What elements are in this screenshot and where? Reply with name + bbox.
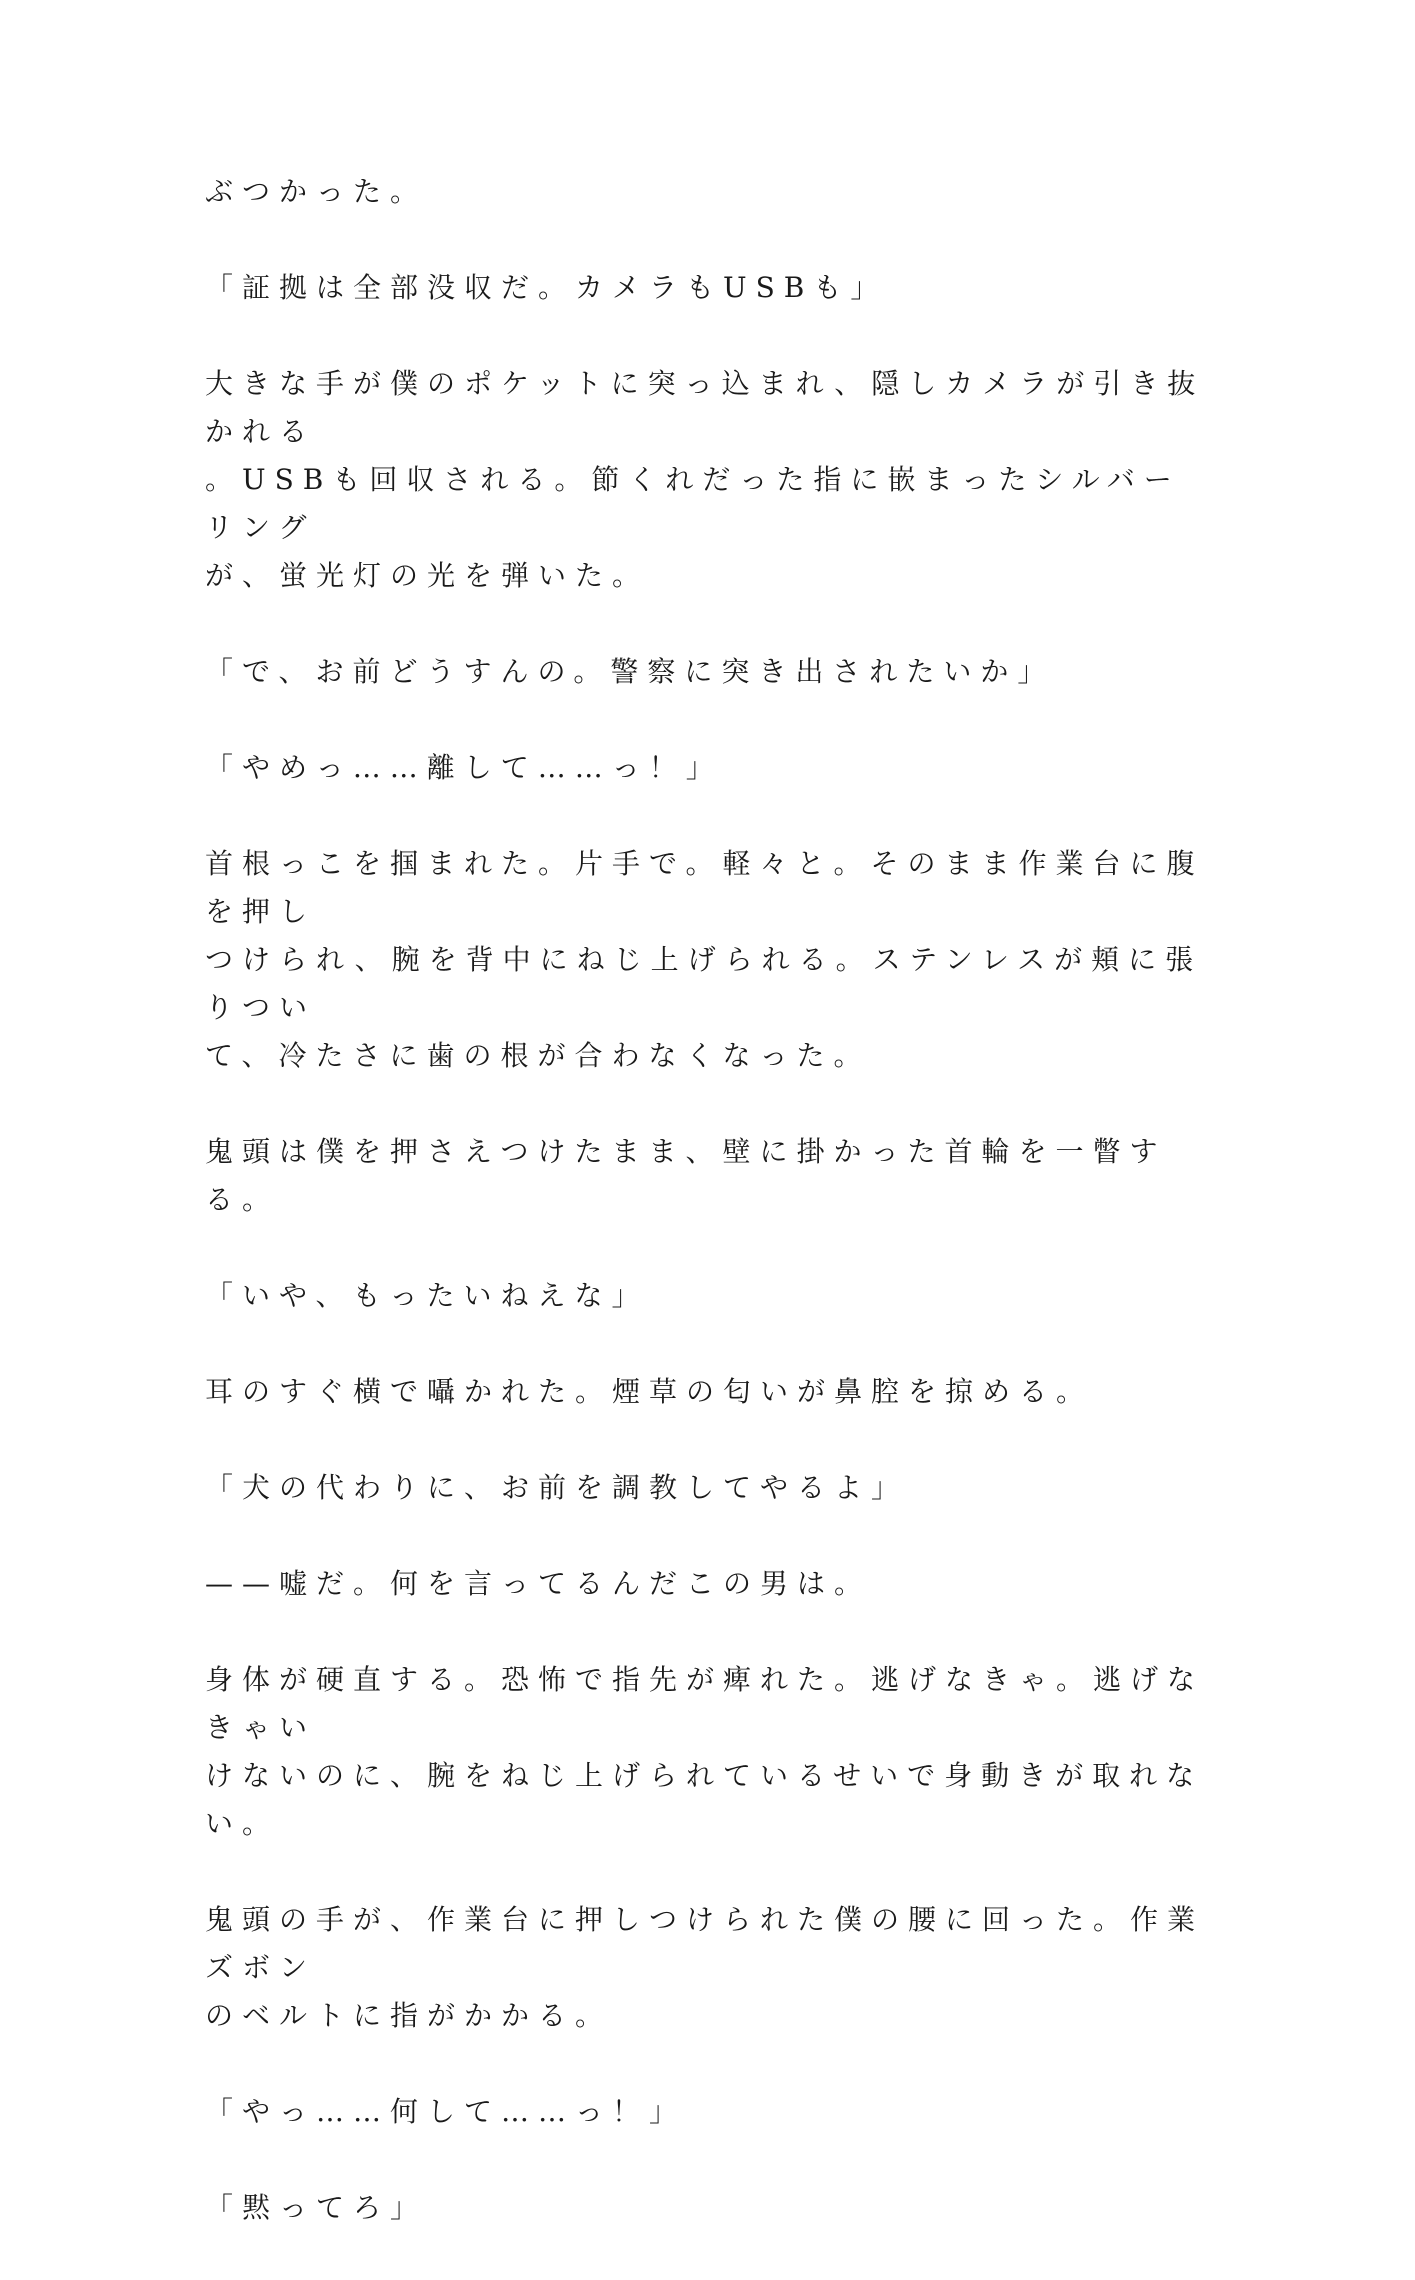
paragraph: 「いや、もったいねえな」 (205, 1279, 649, 1312)
paragraph: 鬼頭の手が、作業台に押しつけられた僕の腰に回った。作業ズボン のベルトに指がかかる。 (205, 1903, 1205, 2032)
paragraph: 耳のすぐ横で囁かれた。煙草の匂いが鼻腔を掠める。 (205, 1375, 1094, 1408)
paragraph: 「証拠は全部没収だ。カメラもUSBも」 (205, 271, 888, 304)
paragraph: 「やめっ……離して……っ！」 (205, 751, 723, 784)
paragraph: 身体が硬直する。恐怖で指先が痺れた。逃げなきゃ。逃げなきゃい けないのに、腕をねじ上げられているせいで身動きが取れない。 (205, 1663, 1205, 1840)
paragraph: ぶつかった。 (205, 175, 428, 208)
paragraph: 「黙ってろ」 (205, 2191, 428, 2224)
paragraph: 首根っこを掴まれた。片手で。軽々と。そのまま作業台に腹を押し つけられ、腕を背中にねじ上げられる。ステンレスが頬に張りつい て、冷たさに歯の根が合わなくなった。 (205, 847, 1204, 1072)
paragraph: 鬼頭は僕を押さえつけたまま、壁に掛かった首輪を一瞥する。 (205, 1135, 1167, 1216)
paragraph: ——嘘だ。何を言ってるんだこの男は。 (205, 1567, 872, 1600)
body-text (205, 168, 1215, 2280)
paragraph: 大きな手が僕のポケットに突っ込まれ、隠しカメラが引き抜かれる 。USBも回収される。節くれだった指に嵌まったシルバーリング が、蛍光灯の光を弾いた。 (205, 367, 1205, 592)
paragraph: 「犬の代わりに、お前を調教してやるよ」 (205, 1471, 909, 1504)
paragraph: 「で、お前どうすんの。警察に突き出されたいか」 (205, 655, 1055, 688)
paragraph: 「やっ……何して……っ！」 (205, 2095, 687, 2128)
